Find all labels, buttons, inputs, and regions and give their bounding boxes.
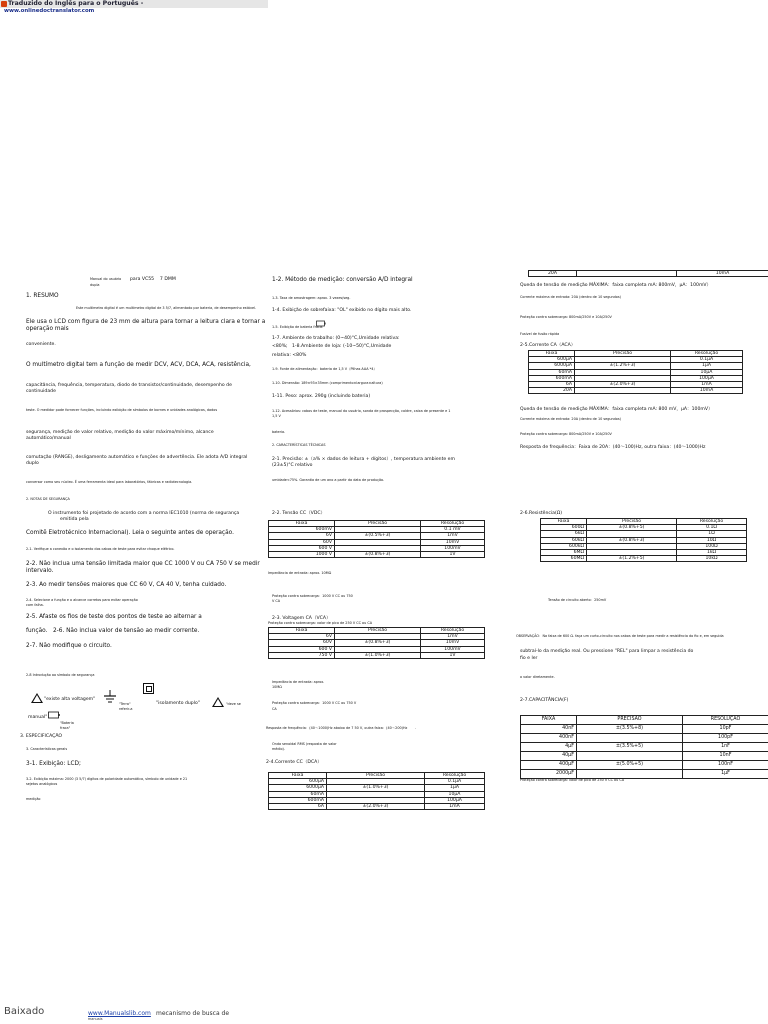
dcv-cell: ±(0.8%+3)	[335, 552, 421, 558]
onda-senoidal-1: Onda senoidal RMS (resposta de valor	[272, 742, 337, 746]
acv-header-cell: Resolução	[421, 628, 485, 634]
nota-2-6: função. 2-6. Não inclua valor de tensão ao medir corrente.	[26, 628, 200, 634]
res-row	[541, 556, 747, 562]
dca-cell: 6A	[269, 804, 327, 810]
corrente-maxima-2: Corrente máxima de entrada: 20A (dentro de 10 segundos)	[520, 417, 621, 421]
symbol-caution-label: "deve se	[226, 702, 241, 706]
bateria-fraca-exibicao: 1-5. Exibição de bateria fraca:	[272, 325, 324, 329]
capacitancia-protecao: Proteção contra sobrecarga: valor de pico de 250 V CC ou CA	[520, 778, 625, 782]
capacitancia-text-1: capacitância, frequência, temperatura, diodo de transistor/continuidade, desempenho de	[26, 383, 232, 388]
cap-cell: ±(3.5%+8)	[577, 725, 683, 734]
dca-table	[268, 772, 485, 810]
top-cell	[577, 271, 677, 277]
comite-text: Comitê Eletrotécnico Internacional). Leia o seguinte antes de operação.	[26, 530, 234, 536]
aca-cell: ±(2.0%+3)	[575, 382, 671, 388]
footer-search-engine-text: mecanismo de busca de	[156, 1010, 230, 1017]
ground-icon	[103, 690, 117, 704]
cap-cell: 100pF	[683, 734, 768, 743]
onda-senoidal-2: médio).	[272, 747, 285, 751]
cap-cell: ±(3.5%+5)	[577, 743, 683, 752]
exibicao-maxima-1: 3-2. Exibição máxima: 2000 (3 5/7) dígitos de polaridade automática, símbolo de unidade e 21	[26, 777, 188, 781]
res-cell: 10kΩ	[677, 556, 747, 562]
resumo-text: Este multímetro digital é um multímetro digital de 3 5/7, alimentado por bateria, de desempenho estável.	[76, 306, 257, 310]
lcd-text-1: Ele usa o LCD com figura de 23 mm de altura para tornar a leitura clara e tornar a	[26, 319, 266, 325]
cap-cell: 100nF	[683, 761, 768, 770]
nota-2-4-b: com falha.	[26, 603, 44, 607]
ambiente-trabalho-3: relativa: <80%	[272, 353, 307, 358]
valor-diretamente: o valor diretamente.	[520, 675, 555, 679]
dca-cell: 10μA	[425, 791, 485, 797]
capacitancia-text-2: continuidade	[26, 389, 56, 394]
nota-2-1: 2-1. Verifique a conexão e o isolamento dos cabos de teste para evitar choque elétrico.	[26, 547, 175, 551]
symbol-high-voltage-label: "existe alta voltagem"	[44, 697, 96, 702]
exibicao-lcd: 3-1. Exibição: LCD;	[26, 761, 81, 767]
taxa-amostragem: 1-3. Taxa de amostragem: aprox. 3 vezes/seg.	[272, 296, 351, 300]
res-cell: 1kΩ	[677, 550, 747, 556]
symbol-manual-label: manual"	[28, 715, 48, 720]
cap-cell	[577, 752, 683, 761]
cap-header-cell: PRECISÃO	[577, 716, 683, 725]
res-header-cell: Resolução	[677, 519, 747, 525]
cap-row	[521, 743, 768, 752]
capacitancia-table	[520, 715, 768, 779]
dcv-cell: 60V	[269, 539, 335, 545]
manualslib-link[interactable]: www.Manualslib.com	[88, 1010, 151, 1017]
nota-2-4-a: 2-4. Selecione a função e o alcance corretos para evitar operação	[26, 598, 138, 602]
nota-2-7: 2-7. Não modifique o circuito.	[26, 643, 112, 649]
res-header-cell: Precisão	[587, 519, 677, 525]
dca-cell: 100μA	[425, 797, 485, 803]
aca-cell: 10mA	[671, 388, 743, 394]
res-cell: 6MΩ	[541, 550, 587, 556]
bateria-text: bateria.	[272, 430, 286, 434]
cap-cell: 1μF	[683, 770, 768, 779]
dca-cell: ±(2.0%+3)	[327, 804, 425, 810]
caracteristicas-gerais: 3. Características gerais	[26, 747, 68, 751]
acv-table	[268, 627, 485, 659]
dimensao: 1-10. Dimensão: 189×93×35mm (comprimento×largura×altura)	[272, 381, 383, 385]
caracteristicas-tecnicas: 2. CARACTERÍSTICAS TÉCNICAS	[272, 443, 326, 447]
aca-cell: 600mA	[529, 375, 575, 381]
cap-cell: ±(5.0%+5)	[577, 761, 683, 770]
comutacao-text-2: duplo	[26, 461, 39, 466]
observacao-text: OBSERVAÇÃO：Na faixa de 600 Ω. faça um curto-circuito nos cabos de teste para medir a resistência do fio e, em seguida	[516, 634, 724, 638]
caution-warning-icon	[212, 697, 224, 707]
res-cell: ±(0.8%+5)	[587, 525, 677, 531]
resistencia-title: 2-6.Resistência(Ω)	[520, 511, 563, 516]
acv-cell: 10mV	[421, 640, 485, 646]
res-cell: 1Ω	[677, 531, 747, 537]
acv-header-row	[269, 628, 485, 634]
header-model: para VC55 7 DMM	[130, 277, 176, 282]
dca-cell: 60mA	[269, 791, 327, 797]
dcv-cell: 100mV	[421, 545, 485, 551]
nota-2-2-b: intervalo.	[26, 568, 54, 574]
aca-cell: 0.1μA	[671, 357, 743, 363]
acv-cell: 100mV	[421, 646, 485, 652]
resistencia-table	[540, 518, 747, 562]
aca-cell: 6A	[529, 382, 575, 388]
nota-2-2-a: 2-2. Não inclua uma tensão limitada maior que CC 1000 V ou CA 750 V se medir	[26, 561, 260, 567]
acv-cell: 1mV	[421, 634, 485, 640]
cap-cell: 10nF	[683, 752, 768, 761]
dcv-row	[269, 552, 485, 558]
dca-cell: 600μA	[269, 779, 327, 785]
medicao-text: medição	[26, 797, 41, 801]
cap-row	[521, 725, 768, 734]
dca-header-cell: Resolução	[425, 773, 485, 779]
acv-header-cell: Faixa	[269, 628, 335, 634]
acv-cell: 1V	[421, 652, 485, 658]
queda-tensao-2: Queda de tensão de medição MÁXIMA：faixa completa mA: 800 mV，μA：100mV）	[520, 407, 713, 412]
cap-cell: 1nF	[683, 743, 768, 752]
fonte-alimentacao: 1-9. Fonte de alimentação：bateria de 1,5 V（Pilhas AAA *4）	[272, 367, 377, 371]
res-cell: 6kΩ	[541, 531, 587, 537]
seguranca-text-1: segurança, medição de valor relativo, medição do valor máximo/mínimo, alcance	[26, 430, 214, 435]
dca-row	[269, 804, 485, 810]
res-row	[541, 537, 747, 543]
notas-text-2: emitida pela	[60, 517, 89, 522]
tensao-circuito-aberto: Tensão de circuito aberto：250mV	[548, 598, 607, 602]
resposta-frequencia-aca: Resposta de frequência：Faixa de 20A：(40～100)Hz, outra faixa：(40～1000)Hz	[520, 445, 706, 450]
dca-20a-table	[528, 270, 768, 277]
cap-cell: 2000μF	[521, 770, 577, 779]
cap-cell: 4μF	[521, 743, 577, 752]
comutacao-text-1: comutação (RANGE), desligamento automático e funções de advertência. Ele adota A/D integral	[26, 455, 248, 460]
aca-title: 2-5.Corrente CA（ACA）	[520, 343, 576, 348]
aca-cell: 100μA	[671, 375, 743, 381]
dcv-table	[268, 520, 485, 558]
dca-cell: 1μA	[425, 785, 485, 791]
cap-cell: 400μF	[521, 761, 577, 770]
low-battery-icon	[316, 320, 326, 327]
acv-header-cell: Precisão	[335, 628, 421, 634]
dca-header-cell: Precisão	[327, 773, 425, 779]
acv-cell: 600 V	[269, 646, 335, 652]
dcv-cell: 6V	[269, 533, 335, 539]
dcv-header-cell: Faixa	[269, 521, 335, 527]
acessorios-2: 1,5 V	[272, 414, 281, 418]
queda-tensao-1: Queda de tensão de medição MÁXIMA：faixa completa mA: 800mV，μA：100mV）	[520, 283, 712, 288]
footer-baixado: Baixado	[4, 1006, 45, 1017]
translation-banner	[0, 0, 268, 8]
subtrai-text-2: fio e ler	[520, 656, 538, 661]
aca-cell	[575, 388, 671, 394]
translator-logo-icon	[1, 1, 7, 7]
cap-cell: 40μF	[521, 752, 577, 761]
dcv-cell: 1mV	[421, 533, 485, 539]
nota-2-8: 2-8 Introdução ao símbolo de segurança	[26, 673, 95, 677]
aca-cell: 1mA	[671, 382, 743, 388]
ambiente-trabalho-2: <80%; 1-8.Ambiente de loja: (-10~50)°C,Umidade	[272, 344, 392, 349]
dcv-header-cell: Precisão	[335, 521, 421, 527]
protecao-sobrecarga-1: Proteção contra sobrecarga: 800mA/250V e 10A/250V	[520, 315, 612, 319]
cap-header-row	[521, 716, 768, 725]
peso: 1-11. Peso: aprox. 290g (incluindo bateria)	[272, 394, 371, 399]
symbol-battery-label-2: fraca"	[60, 726, 71, 730]
high-voltage-warning-icon	[31, 693, 43, 703]
funcao-text: O multímetro digital tem a função de medir DCV, ACV, DCA, ACA, resistência,	[26, 362, 251, 368]
symbol-ground-label: "Terra"	[119, 702, 131, 706]
aca-cell: 6000μA	[529, 363, 575, 369]
acv-cell: 60V	[269, 640, 335, 646]
res-cell: 10Ω	[677, 537, 747, 543]
subtrai-text-1: subtraí-lo da medição real. Ou pressione "REL" para limpar a resistência do	[520, 649, 694, 654]
cap-cell	[577, 734, 683, 743]
aca-header-cell: Precisão	[575, 351, 671, 357]
umidade-text: umidade<75%. Garantia de um ano a partir da data de produção.	[272, 478, 385, 482]
acv-cell: ±(1.0%+3)	[335, 652, 421, 658]
dcv-cell: 1000 V	[269, 552, 335, 558]
symbol-refer-label: referir-a	[119, 707, 133, 711]
aca-cell: 1μA	[671, 363, 743, 369]
dcv-cell: 600mV	[269, 527, 335, 533]
nota-2-5: 2-5. Afaste os fios de teste dos pontos de teste ao alternar a	[26, 614, 202, 620]
acv-title: 2-3. Voltagem CA（VCA）	[272, 616, 331, 621]
notas-text-1: O instrumento foi projetado de acordo com a norma IEC1010 (norma de segurança	[48, 511, 240, 516]
dcv-header-cell: Resolução	[421, 521, 485, 527]
res-cell: 600Ω	[541, 525, 587, 531]
res-cell: 100Ω	[677, 543, 747, 549]
ambiente-trabalho-1: 1-7. Ambiente de trabalho: (0~40)°C,Umidade relativa:	[272, 336, 400, 341]
res-cell: 600kΩ	[541, 543, 587, 549]
res-cell: 60kΩ	[541, 537, 587, 543]
dca-cell: 600mA	[269, 797, 327, 803]
res-cell: ±(1.2%+5)	[587, 556, 677, 562]
especificacao-title: 3. ESPECIFICAÇÃO	[20, 734, 63, 739]
res-cell: ±(0.8%+3)	[587, 537, 677, 543]
header-left: Manual do usuário	[90, 277, 122, 281]
dca-cell: 6000μA	[269, 785, 327, 791]
res-header-cell: Faixa	[541, 519, 587, 525]
top-cell: 20A	[529, 271, 577, 277]
res-cell: 60MΩ	[541, 556, 587, 562]
dcv-header-row	[269, 521, 485, 527]
acv-row	[269, 652, 485, 658]
cap-cell: 10pF	[683, 725, 768, 734]
testes-text: teste. O medidor pode fornecer funções, incluindo exibição de símbolos de bornes e unidades analógicas, dados	[26, 408, 218, 412]
dcv-cell: 10mV	[421, 539, 485, 545]
section-resumo-title: 1. RESUMO	[26, 293, 59, 299]
cap-header-cell: RESOLUÇÃO	[683, 716, 768, 725]
sobrefaixa: 1-4. Exibição de sobrefaixa: "OL" exibido no dígito mais alto.	[272, 308, 412, 313]
aca-cell: 60mA	[529, 369, 575, 375]
cap-row	[521, 752, 768, 761]
dcv-title: 2-2. Tensão CC（VDC）	[272, 511, 326, 516]
dcv-cell: ±(0.5%+3)	[335, 533, 421, 539]
acv-protecao-2: CA	[272, 707, 277, 711]
cap-cell: 40nF	[521, 725, 577, 734]
conversor-text: conversor como seu núcleo. É uma ferramenta ideal para laboratórios, fábricas e radiotecnologia.	[26, 480, 193, 484]
dca-cell: 1mA	[425, 804, 485, 810]
aca-header-cell: Resolução	[671, 351, 743, 357]
dcv-cell: 0.1 mV	[421, 527, 485, 533]
corrente-maxima-1: Corrente máxima de entrada: 20A (dentro de 10 segundos)	[520, 295, 621, 299]
acv-protecao-1: Proteção contra sobrecarga：1000 V CC ou 750 V	[272, 701, 357, 705]
header-model-2: dupla	[90, 283, 100, 287]
banner-url-link[interactable]: www.onlinedoctranslator.com	[4, 8, 95, 14]
cap-header-cell: FAIXA	[521, 716, 577, 725]
dca-title: 2-4.Corrente CC（DCA）	[266, 760, 322, 765]
footer-manuais-text: manuais	[88, 1017, 103, 1021]
symbol-battery-label: "Bateria	[60, 721, 74, 725]
notas-title: 2. NOTAS DE SEGURANÇA	[26, 497, 70, 501]
symbol-double-insulation-label: "isolamento duplo"	[156, 701, 200, 706]
dca-header-cell: Faixa	[269, 773, 327, 779]
metodo-medicao: 1-2. Método de medição: conversão A/D integral	[272, 277, 413, 283]
aca-header-cell: Faixa	[529, 351, 575, 357]
resposta-frequencia: Resposta de frequência：(40～1000)Hz abaixo de 7 50 V, outra faixa：(40～200)Hz .	[266, 726, 416, 730]
banner-title: Traduzido do Inglês para o Português -	[8, 0, 144, 7]
dca-cell: 0.1μA	[425, 779, 485, 785]
double-insulation-icon	[143, 683, 154, 694]
dca-cell: ±(1.0%+3)	[327, 785, 425, 791]
aca-row	[529, 388, 743, 394]
aca-cell: ±(1.2%+3)	[575, 363, 671, 369]
dcv-cell: 600 V	[269, 545, 335, 551]
top-row	[529, 271, 768, 277]
res-cell: 0.1Ω	[677, 525, 747, 531]
acv-note: Proteção contra sobrecarga: valor de pico de 250 V CC ou CA	[268, 621, 373, 625]
acv-impedancia-2: 10MΩ	[272, 685, 282, 689]
cap-row	[521, 734, 768, 743]
lcd-text-2: operação mais	[26, 326, 69, 332]
acessorios-1: 1-12. Acessórios: cabos de teste, manual do usuário, sonda de prospecção, coldre, caixa de presente e 1	[272, 409, 451, 413]
conveniente-text: conveniente.	[26, 342, 56, 347]
aca-cell: 20A	[529, 388, 575, 394]
nota-2-3: 2-3. Ao medir tensões maiores que CC 60 V, CA 40 V, tenha cuidado.	[26, 582, 227, 588]
dcv-impedancia: Impedância de entrada: aprox. 10MΩ	[268, 571, 332, 575]
acv-cell: ±(0.8%+3)	[335, 640, 421, 646]
precisao-text-1: 2-1. Precisão: ±（a% × dados de leitura + dígitos）, temperatura ambiente em	[272, 457, 455, 462]
precisao-text-2: (23±5)°C relativo	[272, 463, 313, 468]
capacitancia-title: 2-7.CAPACITÂNCIA(F)	[520, 698, 569, 703]
res-row	[541, 525, 747, 531]
aca-cell: 10μA	[671, 369, 743, 375]
cap-cell: 400nF	[521, 734, 577, 743]
fusivel-text: Fusível de fusão rápida	[520, 332, 560, 336]
acv-impedancia-1: Impedância de entrada: aprox.	[272, 680, 325, 684]
aca-table	[528, 350, 743, 394]
cap-row	[521, 761, 768, 770]
top-cell: 10mA	[677, 271, 768, 277]
aca-cell: 600μA	[529, 357, 575, 363]
battery-icon	[48, 711, 60, 719]
acv-cell: 750 V	[269, 652, 335, 658]
exibicao-maxima-2: sejetos analógicos	[26, 782, 58, 786]
dca-header-row	[269, 773, 485, 779]
dcv-protecao-1: Proteção contra sobrecarga：1000 V CC ou 750	[272, 594, 353, 598]
dcv-protecao-2: V CA	[272, 599, 281, 603]
seguranca-text-2: automático/manual	[26, 436, 71, 441]
dcv-cell: 1V	[421, 552, 485, 558]
protecao-sobrecarga-2: Proteção contra sobrecarga: 800mA/250V e 10A/250V	[520, 432, 612, 436]
acv-cell: 6V	[269, 634, 335, 640]
